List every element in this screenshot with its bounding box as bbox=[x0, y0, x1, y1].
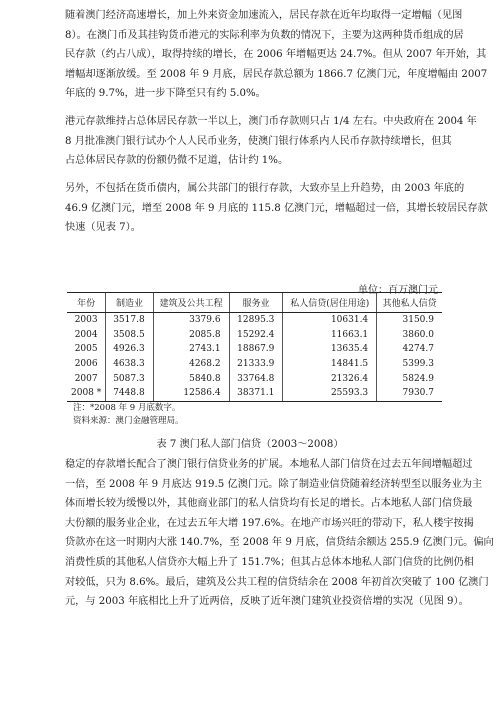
text-line: 元，与 2003 年底相比上升了近两倍，反映了近年澳门建筑业投资倍增的实况（见图 9）。 bbox=[65, 596, 469, 608]
table-cell: 5824.9 bbox=[377, 371, 442, 386]
table-cell: 4274.7 bbox=[377, 342, 442, 357]
table-cell: 14841.5 bbox=[283, 357, 377, 372]
table-cell: 10631.4 bbox=[283, 313, 377, 328]
table-notes bbox=[73, 402, 184, 428]
text-line: 8）。在澳门币及其挂钩货币港元的实际利率为负数的情况下，主要为这两种货币组成的居 bbox=[65, 29, 464, 41]
table-cell: 4926.3 bbox=[106, 342, 153, 357]
text-line: 8 月批准澳门银行试办个人人民币业务，使澳门银行体系内人民币存款持续增长，但其 bbox=[65, 135, 452, 147]
text-line: 消费性质的其他私人信贷亦大幅上升了 151.7%；但其占总体本地私人部门信贷的比例仍相 bbox=[65, 556, 474, 568]
table-cell: 11663.1 bbox=[283, 328, 377, 343]
paragraph-credit-growth bbox=[65, 455, 494, 612]
table-cell: 7930.7 bbox=[377, 386, 442, 401]
table-row bbox=[67, 313, 442, 328]
text-line: 港元存款维持占总体居民存款一半以上，澳门币存款则只占 1/4 左右。中央政府在 2004 年 bbox=[65, 116, 477, 127]
table-row bbox=[67, 328, 442, 343]
paragraph-deposits-growth bbox=[65, 6, 488, 104]
table-header-row bbox=[67, 293, 442, 313]
table-cell: 15292.4 bbox=[229, 328, 283, 343]
paragraph-hkd-deposits bbox=[65, 112, 477, 171]
table-header-cell: 服务业 bbox=[229, 293, 283, 313]
table-cell: 12586.4 bbox=[153, 386, 229, 401]
table-cell: 2743.1 bbox=[153, 342, 229, 357]
text-line: 占总体居民存款的份额仍微不足道，估计约 1%。 bbox=[65, 155, 289, 167]
table-row bbox=[67, 386, 442, 401]
table-row bbox=[67, 342, 442, 357]
table-cell: 21326.4 bbox=[283, 371, 377, 386]
table-cell: 21333.9 bbox=[229, 357, 283, 372]
table-cell: 13635.4 bbox=[283, 342, 377, 357]
text-line: 贷款亦在这一时期内大涨 140.7%，至 2008 年 9 月底，信贷结余额达 255.9 亿澳门元。偏向 bbox=[65, 537, 494, 549]
table-header-cell: 私人信贷(居住用途) bbox=[283, 293, 377, 313]
text-line: 一倍，至 2008 年 9 月底达 919.5 亿澳门元。除了制造业信贷随着经济转型至以服务业为主 bbox=[65, 478, 483, 490]
table-caption: 表 7 澳门私人部门信贷（2003～2008） bbox=[156, 439, 344, 450]
table-cell: 38371.1 bbox=[229, 386, 283, 401]
text-line: 年底的 9.7%，进一步下降至只有约 5.0%。 bbox=[65, 88, 266, 100]
table-cell-year: 2003 bbox=[74, 315, 98, 326]
text-line: 民存款（约占八成），取得持续的增长，在 2006 年增幅更达 24.7%。但从 2007 年开始，其 bbox=[65, 49, 487, 61]
table-cell: 4268.2 bbox=[153, 357, 229, 372]
table-header-cell: 建筑及公共工程 bbox=[153, 293, 229, 313]
table-note: 注：*2008 年 9 月底数字。 bbox=[73, 403, 181, 413]
table-cell-year: 2006 bbox=[74, 359, 98, 370]
text-line: 稳定的存款增长配合了澳门银行信贷业务的扩展。本地私人部门信贷在过去五年间增幅超过 bbox=[65, 459, 473, 470]
table-row bbox=[67, 371, 442, 386]
text-line: 46.9 亿澳门元，增至 2008 年 9 月底的 115.8 亿澳门元，增幅超过一倍，其增长较居民存款 bbox=[65, 202, 488, 214]
table-cell: 7448.8 bbox=[106, 386, 153, 401]
table-cell: 2085.8 bbox=[153, 328, 229, 343]
text-line: 随着澳门经济高速增长，加上外来资金加速流入，居民存款在近年均取得一定增幅（见图 bbox=[65, 10, 463, 21]
table-header-cell: 制造业 bbox=[106, 293, 153, 313]
table-cell: 18867.9 bbox=[229, 342, 283, 357]
table-cell: 33764.8 bbox=[229, 371, 283, 386]
table-cell: 5840.8 bbox=[153, 371, 229, 386]
table-row bbox=[67, 357, 442, 372]
table-cell-year: 2005 bbox=[74, 344, 98, 355]
table-unit-label: 单位：百万澳门元 bbox=[358, 285, 438, 296]
table-cell: 12895.3 bbox=[229, 313, 283, 328]
text-line: 大份额的服务业企业，在过去五年大增 197.6%。在地产市场兴旺的带动下，私人楼宇按揭 bbox=[65, 517, 474, 529]
table-cell: 3508.5 bbox=[106, 328, 153, 343]
table-cell-year: 2004 bbox=[74, 329, 98, 340]
private-credit-table bbox=[67, 292, 442, 402]
table-source: 资料来源：澳门金融管理局。 bbox=[73, 416, 184, 426]
table-cell: 5087.3 bbox=[106, 371, 153, 386]
text-line: 体而增长较为缓慢以外，其他商业部门的私人信贷均有长足的增长。占本地私人部门信贷最 bbox=[65, 498, 473, 510]
table-cell: 25593.3 bbox=[283, 386, 377, 401]
table-cell: 3379.6 bbox=[153, 313, 229, 328]
text-line: 快速（见表 7）。 bbox=[65, 222, 141, 234]
table-cell: 3860.0 bbox=[377, 328, 442, 343]
table-cell-year: 2007 bbox=[74, 373, 98, 384]
table-cell: 5399.3 bbox=[377, 357, 442, 372]
table-cell-year: 2008 * bbox=[67, 386, 106, 401]
text-line: 另外，不包括在货币债内，属公共部门的银行存款，大致亦呈上升趋势，由 2003 年底的 bbox=[65, 183, 465, 194]
text-line: 对较低，只为 8.6%。最后，建筑及公共工程的信贷结余在 2008 年初首次突破了 100 亿澳门 bbox=[65, 576, 489, 588]
table-cell: 3150.9 bbox=[377, 313, 442, 328]
table-cell: 3517.8 bbox=[106, 313, 153, 328]
table-header-cell: 年份 bbox=[67, 293, 106, 313]
text-line: 增幅却逐渐放缓。至 2008 年 9 月底，居民存款总额为 1866.7 亿澳门元，年度增幅由 2007 bbox=[65, 68, 488, 80]
paragraph-public-deposits bbox=[65, 179, 488, 238]
table-cell: 4638.3 bbox=[106, 357, 153, 372]
table-header-cell: 其他私人信贷 bbox=[377, 293, 442, 313]
